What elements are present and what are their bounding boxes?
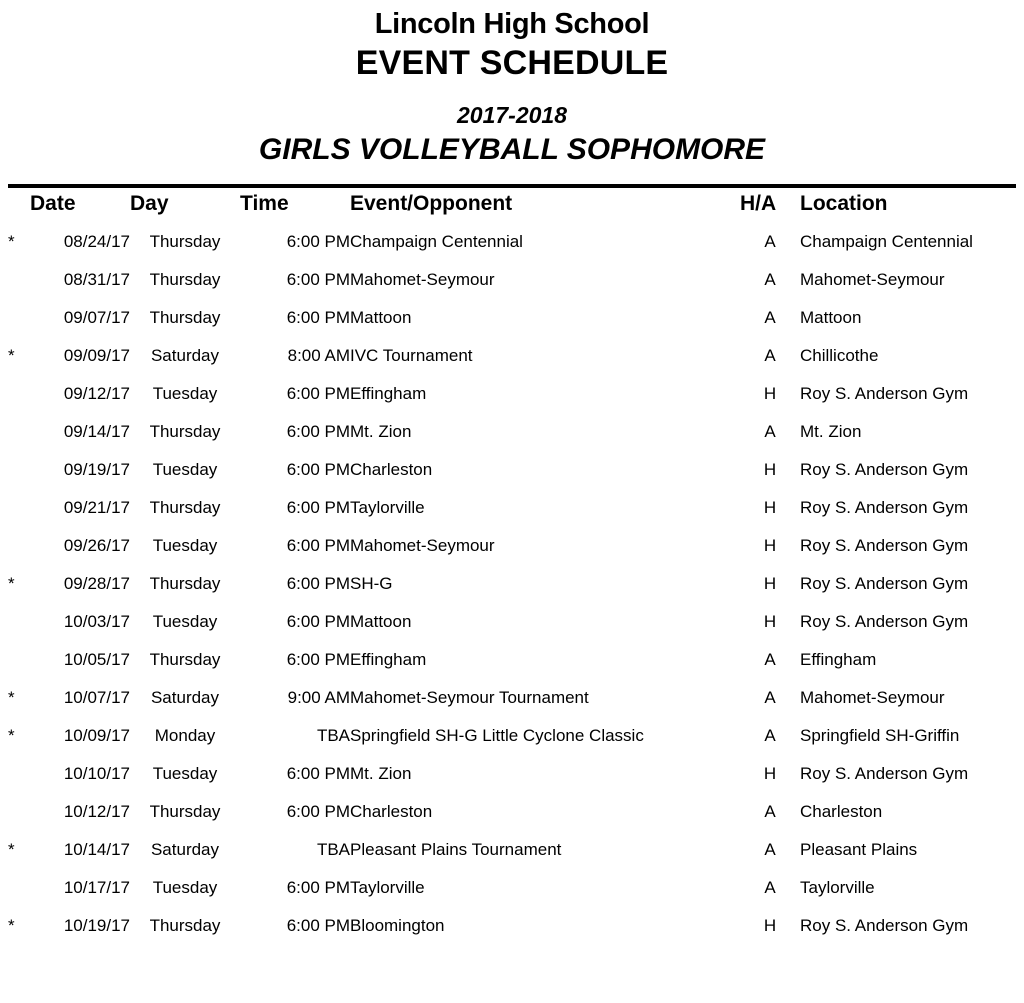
cell-location: Mahomet-Seymour (800, 687, 945, 707)
cell-time: 6:00 PM (286, 535, 350, 555)
cell-date: 10/10/17 (63, 763, 130, 783)
column-header-day: Day (130, 191, 169, 215)
cell-time: 6:00 PM (286, 383, 350, 403)
cell-event: Pleasant Plains Tournament (350, 839, 562, 859)
cell-event: SH-G (350, 573, 393, 593)
cell-time: 6:00 PM (286, 421, 350, 441)
column-header-date: Date (30, 191, 76, 215)
cell-date: 10/14/17 (63, 839, 130, 859)
table-row (8, 413, 1016, 451)
cell-ha: A (764, 687, 776, 707)
cell-day: Monday (154, 725, 216, 745)
cell-date: 09/21/17 (63, 497, 130, 517)
column-header-event: Event/Opponent (350, 191, 513, 215)
cell-location: Roy S. Anderson Gym (800, 573, 969, 593)
cell-location: Champaign Centennial (800, 231, 973, 251)
cell-date: 10/12/17 (63, 801, 130, 821)
cell-star: * (8, 687, 15, 707)
schedule-body (8, 223, 1016, 945)
cell-time: TBA (316, 839, 350, 859)
cell-ha: H (763, 497, 777, 517)
cell-date: 09/19/17 (63, 459, 130, 479)
cell-event: Charleston (350, 801, 433, 821)
cell-event: Bloomington (350, 915, 445, 935)
table-row (8, 679, 1016, 717)
cell-location: Pleasant Plains (800, 839, 918, 859)
table-row (8, 755, 1016, 793)
cell-event: Mahomet-Seymour (350, 269, 495, 289)
cell-star: * (8, 725, 15, 745)
table-row (8, 299, 1016, 337)
cell-event: Taylorville (350, 877, 425, 897)
table-row (8, 831, 1016, 869)
cell-event: Mattoon (350, 307, 412, 327)
cell-location: Roy S. Anderson Gym (800, 763, 969, 783)
cell-date: 09/07/17 (63, 307, 130, 327)
cell-day: Tuesday (152, 763, 218, 783)
cell-event: Taylorville (350, 497, 425, 517)
cell-star (8, 869, 30, 907)
cell-event: Springfield SH-G Little Cyclone Classic (350, 725, 644, 745)
cell-event: Champaign Centennial (350, 231, 523, 251)
cell-ha: A (764, 231, 776, 251)
cell-location: Effingham (800, 649, 877, 669)
cell-day: Thursday (149, 269, 221, 289)
sport-label: GIRLS VOLLEYBALL SOPHOMORE (258, 132, 766, 166)
cell-time: 6:00 PM (286, 877, 350, 897)
cell-date: 09/28/17 (63, 573, 130, 593)
cell-star: * (8, 231, 15, 251)
cell-day: Tuesday (152, 611, 218, 631)
table-row (8, 641, 1016, 679)
cell-date: 09/14/17 (63, 421, 130, 441)
cell-day: Tuesday (152, 459, 218, 479)
cell-star (8, 413, 30, 451)
cell-location: Springfield SH-Griffin (800, 725, 960, 745)
cell-date: 10/19/17 (63, 915, 130, 935)
cell-ha: H (763, 763, 777, 783)
cell-location: Taylorville (800, 877, 875, 897)
cell-day: Saturday (150, 687, 220, 707)
table-row (8, 603, 1016, 641)
cell-event: Effingham (350, 383, 427, 403)
cell-time: 6:00 PM (286, 269, 350, 289)
table-row (8, 489, 1016, 527)
cell-location: Roy S. Anderson Gym (800, 497, 969, 517)
cell-date: 09/26/17 (63, 535, 130, 555)
cell-time: 6:00 PM (286, 459, 350, 479)
cell-date: 08/24/17 (63, 231, 130, 251)
column-header-ha: H/A (740, 191, 777, 215)
document-title: EVENT SCHEDULE (355, 44, 669, 83)
cell-ha: A (764, 839, 776, 859)
cell-event: IVC Tournament (350, 345, 473, 365)
cell-location: Roy S. Anderson Gym (800, 915, 969, 935)
cell-time: 6:00 PM (286, 231, 350, 251)
cell-star: * (8, 839, 15, 859)
cell-star (8, 261, 30, 299)
cell-ha: A (764, 307, 776, 327)
cell-ha: H (763, 611, 777, 631)
cell-time: 6:00 PM (286, 763, 350, 783)
cell-location: Roy S. Anderson Gym (800, 611, 969, 631)
cell-location: Roy S. Anderson Gym (800, 459, 969, 479)
cell-star (8, 641, 30, 679)
cell-date: 10/05/17 (63, 649, 130, 669)
cell-star (8, 375, 30, 413)
cell-event: Mahomet-Seymour (350, 535, 495, 555)
cell-star (8, 793, 30, 831)
cell-time: 6:00 PM (286, 915, 350, 935)
cell-star (8, 755, 30, 793)
cell-event: Effingham (350, 649, 427, 669)
cell-time: 6:00 PM (286, 497, 350, 517)
cell-time: TBA (316, 725, 350, 745)
cell-time: 6:00 PM (286, 573, 350, 593)
cell-event: Mahomet-Seymour Tournament (350, 687, 589, 707)
table-row (8, 565, 1016, 603)
column-header-star (8, 188, 30, 223)
season-label: 2017-2018 (457, 102, 567, 129)
cell-ha: A (764, 421, 776, 441)
cell-location: Mahomet-Seymour (800, 269, 945, 289)
table-row (8, 907, 1016, 945)
table-row (8, 337, 1016, 375)
cell-ha: A (764, 345, 776, 365)
cell-date: 09/12/17 (63, 383, 130, 403)
cell-day: Thursday (149, 915, 221, 935)
cell-day: Tuesday (152, 383, 218, 403)
table-row (8, 223, 1016, 261)
cell-date: 08/31/17 (63, 269, 130, 289)
cell-ha: A (764, 801, 776, 821)
cell-day: Thursday (149, 497, 221, 517)
cell-day: Tuesday (152, 535, 218, 555)
cell-event: Charleston (350, 459, 433, 479)
cell-day: Saturday (150, 345, 220, 365)
cell-ha: H (763, 535, 777, 555)
cell-day: Thursday (149, 801, 221, 821)
table-row (8, 717, 1016, 755)
cell-ha: A (764, 649, 776, 669)
cell-location: Roy S. Anderson Gym (800, 383, 969, 403)
cell-time: 8:00 AM (287, 345, 350, 365)
cell-ha: H (763, 573, 777, 593)
cell-ha: H (763, 459, 777, 479)
cell-time: 6:00 PM (286, 649, 350, 669)
cell-star (8, 489, 30, 527)
cell-location: Roy S. Anderson Gym (800, 535, 969, 555)
cell-ha: A (764, 725, 776, 745)
cell-star (8, 299, 30, 337)
cell-day: Thursday (149, 573, 221, 593)
table-row (8, 527, 1016, 565)
table-row (8, 869, 1016, 907)
cell-day: Thursday (149, 649, 221, 669)
cell-date: 09/09/17 (63, 345, 130, 365)
column-header-time: Time (240, 191, 289, 215)
cell-date: 10/07/17 (63, 687, 130, 707)
cell-time: 6:00 PM (286, 611, 350, 631)
cell-ha: A (764, 877, 776, 897)
cell-time: 6:00 PM (286, 307, 350, 327)
cell-event: Mt. Zion (350, 763, 412, 783)
cell-day: Saturday (150, 839, 220, 859)
cell-date: 10/09/17 (63, 725, 130, 745)
cell-time: 9:00 AM (287, 687, 350, 707)
cell-star (8, 527, 30, 565)
cell-ha: A (764, 269, 776, 289)
cell-day: Thursday (149, 231, 221, 251)
cell-ha: H (763, 915, 777, 935)
cell-star (8, 451, 30, 489)
table-row (8, 451, 1016, 489)
column-header-location: Location (800, 191, 888, 215)
document-header (0, 0, 1024, 168)
cell-day: Thursday (149, 421, 221, 441)
cell-date: 10/17/17 (63, 877, 130, 897)
table-header-row (8, 188, 1016, 223)
table-row (8, 793, 1016, 831)
cell-day: Thursday (149, 307, 221, 327)
cell-location: Mattoon (800, 307, 862, 327)
cell-date: 10/03/17 (63, 611, 130, 631)
cell-event: Mt. Zion (350, 421, 412, 441)
schedule-table (8, 188, 1016, 945)
cell-time: 6:00 PM (286, 801, 350, 821)
cell-location: Chillicothe (800, 345, 879, 365)
cell-event: Mattoon (350, 611, 412, 631)
table-row (8, 375, 1016, 413)
cell-location: Mt. Zion (800, 421, 862, 441)
cell-star: * (8, 915, 15, 935)
cell-location: Charleston (800, 801, 883, 821)
table-row (8, 261, 1016, 299)
school-name: Lincoln High School (374, 8, 650, 40)
cell-star (8, 603, 30, 641)
cell-ha: H (763, 383, 777, 403)
cell-star: * (8, 573, 15, 593)
cell-day: Tuesday (152, 877, 218, 897)
cell-star: * (8, 345, 15, 365)
